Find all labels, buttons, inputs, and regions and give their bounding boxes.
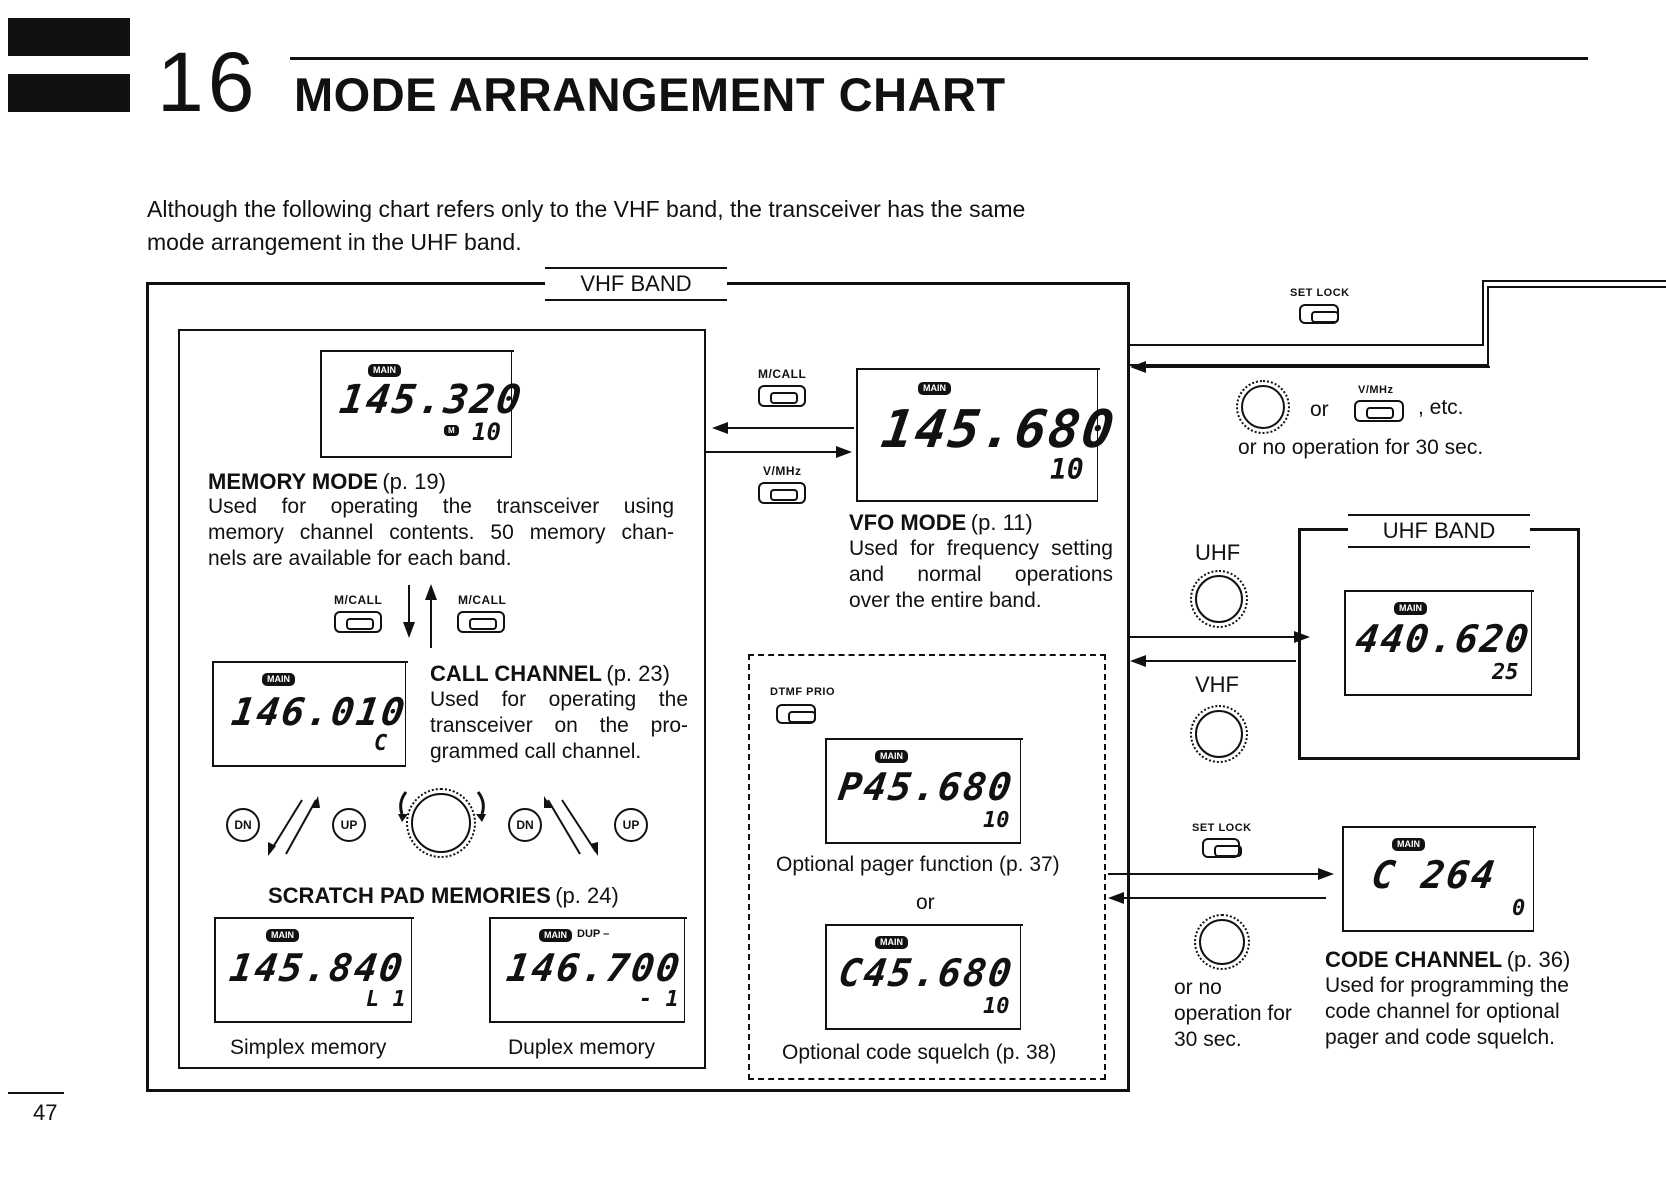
call-channel-desc-2: transceiver on the pro- xyxy=(430,714,688,737)
mcall-key-top[interactable] xyxy=(758,385,806,407)
vhf-dial-icon[interactable] xyxy=(1190,705,1248,763)
page-number-rule xyxy=(8,1092,64,1094)
vhf-dial-label: VHF xyxy=(1195,672,1239,697)
memory-mode-page: (p. 19) xyxy=(382,469,446,494)
from-code-arrow xyxy=(1108,892,1124,904)
main-indicator: MAIN xyxy=(368,364,401,377)
code-squelch-caption: Optional code squelch (p. 38) xyxy=(782,1041,1057,1064)
vfo-channel: 10 xyxy=(1050,453,1084,486)
code-channel-page: (p. 36) xyxy=(1506,947,1571,972)
vfo-mode-desc-1: Used for frequency setting xyxy=(849,537,1113,560)
code-no-op-2: operation for xyxy=(1174,1002,1292,1025)
intro-text: Although the following chart refers only to the VHF band, the transceiver has the same mode arrangement in the UHF band. xyxy=(147,196,1026,255)
main-indicator: MAIN xyxy=(266,929,299,942)
pager-or: or xyxy=(916,891,935,914)
vmhz-key-top[interactable] xyxy=(758,482,806,504)
call-channel-desc-1: Used for operating the xyxy=(430,688,688,711)
memory-mode-desc-2: memory channel contents. 50 memory chan- xyxy=(208,521,674,544)
title-rule xyxy=(290,57,1588,60)
dtmf-prio-label: DTMF PRIO xyxy=(770,686,835,698)
code-no-op-1: or no xyxy=(1174,976,1222,999)
memory-mode-display xyxy=(320,352,526,458)
scratch-pad-page: (p. 24) xyxy=(555,883,619,908)
dn-button-right[interactable]: DN xyxy=(508,808,542,842)
vmhz-label-right: V/MHz xyxy=(1358,384,1394,396)
main-indicator: MAIN xyxy=(875,936,908,949)
vhf-band-label: VHF BAND xyxy=(545,267,727,301)
setlock-key-bottom[interactable] xyxy=(1202,838,1240,858)
chapter-number: 16 xyxy=(157,35,259,129)
to-code-line xyxy=(1108,873,1322,875)
diagonal-arrows-left xyxy=(262,796,342,858)
mcall-label-right: M/CALL xyxy=(458,593,507,607)
pager-caption: Optional pager function (p. 37) xyxy=(776,853,1060,876)
mcall-key-right[interactable] xyxy=(457,611,505,633)
dial-rotation-arrows xyxy=(384,784,500,824)
code-channel-desc-3: pager and code squelch. xyxy=(1325,1026,1556,1049)
scratch-pad-title: SCRATCH PAD MEMORIES xyxy=(268,883,551,908)
arrow-up-head xyxy=(425,584,437,600)
uhf-dial-icon[interactable] xyxy=(1190,570,1248,628)
simplex-memory-display xyxy=(214,919,412,1023)
code-channel-number: 0 xyxy=(1512,896,1526,921)
call-channel-title: CALL CHANNEL xyxy=(430,661,602,686)
chapter-title: MODE ARRANGEMENT CHART xyxy=(294,68,1006,121)
return-dial-icon[interactable] xyxy=(1236,380,1290,434)
pager-channel: 10 xyxy=(983,808,1010,833)
setlock-label-top: SET LOCK xyxy=(1290,287,1350,299)
call-channel-indicator: C xyxy=(374,731,388,756)
chapter-tab-lower xyxy=(8,74,130,112)
from-code-line xyxy=(1124,897,1326,899)
call-channel-display xyxy=(212,663,410,767)
call-channel-desc-3: grammed call channel. xyxy=(430,740,642,763)
duplex-caption: Duplex memory xyxy=(508,1036,656,1059)
vfo-mode-desc-2: and normal operations xyxy=(849,563,1113,586)
setlock-key-top[interactable] xyxy=(1299,304,1339,324)
from-uhf-line xyxy=(1146,660,1296,662)
vmhz-label-top: V/MHz xyxy=(763,464,802,478)
code-channel-title: CODE CHANNEL xyxy=(1325,947,1503,972)
call-channel-heading xyxy=(430,661,670,687)
return-arrow-line xyxy=(1146,366,1490,368)
uhf-channel: 25 xyxy=(1492,660,1519,685)
duplex-channel: - 1 xyxy=(639,987,679,1012)
code-squelch-channel: 10 xyxy=(983,994,1010,1019)
code-channel-heading xyxy=(1325,947,1570,973)
vfo-to-memory-line xyxy=(726,427,854,429)
pager-frequency: P45.680 xyxy=(835,765,1017,809)
vfo-mode-display xyxy=(856,370,1120,502)
return-no-operation: or no operation for 30 sec. xyxy=(1238,436,1484,459)
vfo-mode-title: VFO MODE xyxy=(849,510,967,535)
memory-channel: 10 xyxy=(472,418,501,446)
from-uhf-arrow xyxy=(1130,655,1146,667)
duplex-memory-display xyxy=(489,919,685,1023)
vfo-mode-page: (p. 11) xyxy=(970,510,1033,535)
to-code-arrow xyxy=(1318,868,1334,880)
vfo-to-memory-arrow xyxy=(712,422,728,434)
vfo-frequency: 145.680 xyxy=(877,400,1120,460)
mcall-label-left: M/CALL xyxy=(334,593,383,607)
call-frequency: 146.010 xyxy=(228,690,410,734)
up-button-left[interactable]: UP xyxy=(332,808,366,842)
dn-button-left[interactable]: DN xyxy=(226,808,260,842)
diagonal-arrows-right xyxy=(540,796,620,858)
to-uhf-line xyxy=(1130,636,1298,638)
vmhz-key-right[interactable] xyxy=(1354,400,1404,422)
code-squelch-frequency: C45.680 xyxy=(835,951,1017,995)
main-indicator: MAIN xyxy=(918,382,951,395)
uhf-frequency: 440.620 xyxy=(1352,617,1534,661)
arrow-down-shaft xyxy=(408,585,410,625)
main-indicator: MAIN xyxy=(1394,602,1427,615)
vfo-mode-heading xyxy=(849,510,1033,536)
duplex-frequency: 146.700 xyxy=(503,946,685,990)
code-channel-desc-2: code channel for optional xyxy=(1325,1000,1560,1023)
memory-indicator: M xyxy=(444,425,459,436)
return-or: or xyxy=(1310,398,1329,421)
main-indicator: MAIN xyxy=(1392,838,1425,851)
up-button-right[interactable]: UP xyxy=(614,808,648,842)
code-squelch-display xyxy=(825,926,1021,1030)
code-channel-frequency: C 264 xyxy=(1368,853,1500,897)
code-channel-desc-1: Used for programming the xyxy=(1325,974,1569,997)
setlock-label-bottom: SET LOCK xyxy=(1192,822,1252,834)
main-indicator: MAIN xyxy=(262,673,295,686)
memory-to-vfo-line xyxy=(706,451,840,453)
uhf-dial-label: UHF xyxy=(1195,540,1241,565)
page-number: 47 xyxy=(33,1100,58,1125)
mcall-label-top: M/CALL xyxy=(758,367,807,381)
simplex-frequency: 145.840 xyxy=(226,946,408,990)
code-dial-icon[interactable] xyxy=(1194,914,1250,970)
chapter-tab-upper xyxy=(8,18,130,56)
scratch-pad-heading xyxy=(268,883,619,909)
pager-display xyxy=(825,740,1021,844)
memory-mode-desc-3: nels are available for each band. xyxy=(208,547,512,570)
return-etc: , etc. xyxy=(1418,396,1464,419)
memory-mode-desc-1: Used for operating the transceiver using xyxy=(208,495,674,518)
code-channel-display xyxy=(1342,828,1534,932)
arrow-up-shaft xyxy=(430,598,432,648)
return-arrow-head xyxy=(1130,361,1146,373)
memory-to-vfo-arrow xyxy=(836,446,852,458)
call-channel-page: (p. 23) xyxy=(606,661,670,686)
return-path-lines xyxy=(1128,255,1666,375)
main-indicator: MAIN xyxy=(539,929,572,942)
dtmf-prio-key[interactable] xyxy=(776,704,816,724)
mcall-key-left[interactable] xyxy=(334,611,382,633)
memory-frequency: 145.320 xyxy=(336,377,526,423)
code-no-op-3: 30 sec. xyxy=(1174,1028,1242,1051)
uhf-display xyxy=(1344,592,1532,696)
main-indicator: MAIN xyxy=(875,750,908,763)
arrow-down-head xyxy=(403,622,415,638)
simplex-caption: Simplex memory xyxy=(230,1036,387,1059)
uhf-band-label: UHF BAND xyxy=(1348,514,1530,548)
memory-mode-heading xyxy=(208,469,446,495)
memory-mode-title: MEMORY MODE xyxy=(208,469,378,494)
vfo-mode-desc-3: over the entire band. xyxy=(849,589,1042,612)
simplex-channel: L 1 xyxy=(366,987,406,1012)
dup-indicator: DUP – xyxy=(577,928,610,940)
